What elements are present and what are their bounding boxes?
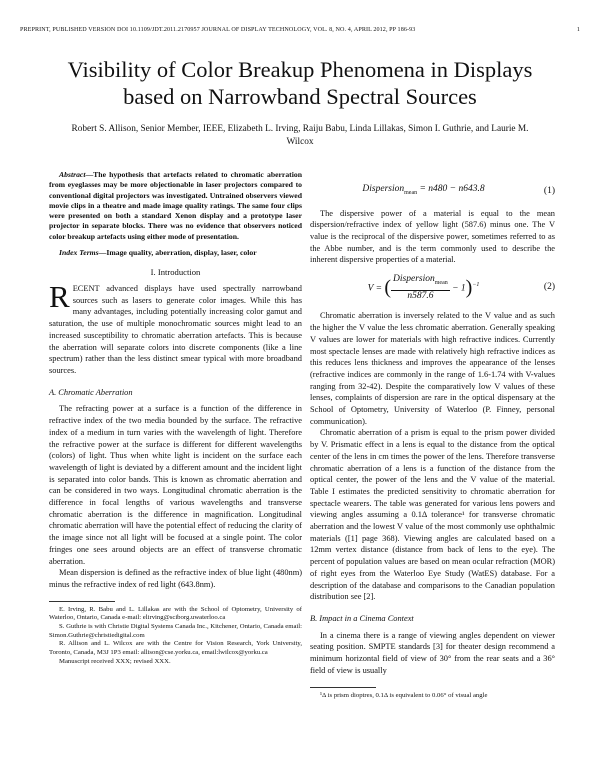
paper-title: Visibility of Color Breakup Phenomena in Displays based on Narrowband Spectral Sources: [67, 57, 533, 109]
v-value-paragraph: Chromatic aberration is inversely related to the V value and as such the higher the V value the less chromatic aberration. Generally speaking V values are lower for materials with high refractive indices. Currently most spectacle lenses are made with relatively high refractive indices as this reduces lens thickness and improves the appearance of the lenses (refractive indices are commonly in the range of 1.6-1.74 with V-values ranging from 32-42). Despite the comparatively low V values of these lenses, complaints of dispersion are rare in the optical dispensary at the School of Optometry, University of Waterloo (P. Finney, personal communication).: [310, 311, 555, 426]
eq1-subscript: mean: [404, 189, 418, 196]
eq2-exponent: −1: [472, 282, 480, 289]
dispersive-power-paragraph: The dispersive power of a material is equal to the mean dispersion/refractive index of yellow light (587.6) minus one. The V value is the reciprocal of the dispersive power, sometimes referred to as the Abbe number, and is the term commonly used to describe the inherent dispersive properties of a material.: [310, 208, 555, 265]
footnote-prism-dioptres: ¹Δ is prism dioptres, 0.1Δ is equivalent to 0.06° of visual angle: [320, 691, 488, 699]
abstract: [49, 170, 302, 242]
running-head-text: PREPRINT, PUBLISHED VERSION DOI 10.1109/JDT.2011.2170957 JOURNAL OF DISPLAY TECHNOLOGY, VOL. 8, NO. 4, APRIL 2012, PP 186-93: [20, 27, 416, 33]
footnote-rule-right: [310, 687, 376, 688]
eq1-number: (1): [543, 185, 555, 196]
index-terms-label: Index Terms: [59, 248, 99, 258]
cinema-paragraph: In a cinema there is a range of viewing angles dependent on viewer seating position. SMPTE standards [3] for theater design recommend a minimum horizontal field of view of 30° from the rear seats and a 36° field of view is usually: [310, 630, 555, 675]
abstract-text: —The hypothesis that artefacts related to chromatic aberration from eyeglasses may be more objectionable in laser projectors compared to conventional digital projectors was investigated. Untrained observers viewed movie clips in a theatre and made image quality ratings. The same four clips were presented on both a standard Xenon display and a prototype laser projector in separate blocks. There was no evidence that observers noticed color breakup artefacts using either mode of presentation.: [49, 170, 302, 241]
eq1-rhs: = n480 − n643.8: [419, 184, 485, 194]
chromatic-aberration-paragraph-1: The refracting power at a surface is a function of the difference in refractive index of the two media bounded by the surface. The refractive index of a medium in turn varies with the wavelength of light. Therefore the refractive power at the surface is different for different wavelengths (colors) of light. Thus when white light is incident on the surface each wavelength of light is deviated by a different amount and the incident light is separated into color bands. This is known as chromatic aberration and can be considered in two ways. Longitudinal chromatic aberration is the difference in focal lengths of various wavelengths and transverse chromatic aberration is the difference in magnification. Longitudinal chromatic aberration will have the potential effect of reducing the clarity of the image since not all light will be focused at a single point. The color fringes one sees around objects are an effect of transverse chromatic aberration.: [49, 404, 302, 566]
eq2-tail: − 1: [452, 283, 466, 294]
footnote-affiliation-york: R. Allison and L. Wilcox are with the Centre for Vision Research, York University, Toronto, Canada, M3J 1P3 email: allison@cse.yorku.ca, email:lwilcox@yorku.ca: [49, 640, 302, 657]
subsection-heading-chromatic-aberration: A. Chromatic Aberration: [49, 387, 133, 397]
equation-2: V = ( $\frac{Dispersion_{mean}}{n587.6}$ − 1)$^{-1}$ (2): [367, 274, 555, 301]
index-terms-text: —Image quality, aberration, display, laser, color: [98, 248, 257, 258]
intro-first-word: ECENT: [72, 284, 100, 294]
section-heading-introduction: I. Introduction: [150, 267, 201, 278]
right-column: [310, 170, 555, 700]
footnote-manuscript: Manuscript received XXX; revised XXX.: [59, 657, 171, 665]
page-number: 1: [576, 27, 580, 33]
eq1-lhs: Dispersion: [362, 184, 405, 194]
equation-1: [310, 184, 555, 200]
chromatic-aberration-paragraph-2: Mean dispersion is defined as the refractive index of blue light (480nm) minus the refractive index of red light (643.8nm).: [49, 568, 302, 589]
footnote-affiliation-waterloo: E. Irving, R. Babu and L. Lillakas are with the School of Optometry, University of Waterloo, Ontario, Canada e-mail: elirving@sciborg.uwaterloo.ca: [49, 605, 302, 622]
subsection-heading-cinema: B. Impact in a Cinema Context: [310, 613, 414, 623]
eq2-lhs: V =: [367, 283, 382, 294]
footnote-affiliation-christie: S. Guthrie is with Christie Digital Systems Canada Inc., Kitchener, Ontario, Canada email: Simon.Guthrie@christiedigital.com: [49, 623, 302, 639]
eq2-numerator: Dispersion: [393, 274, 435, 285]
footnote-rule: [49, 601, 115, 602]
index-terms: [49, 248, 302, 258]
eq2-denominator: n587.6: [407, 290, 434, 301]
author-list: Robert S. Allison, Senior Member, IEEE, Elizabeth L. Irving, Raiju Babu, Linda Lillakas, Simon I. Guthrie, and Laurie M. Wilcox: [71, 124, 529, 147]
left-column: [49, 170, 302, 667]
eq2-number: (2): [543, 282, 555, 293]
running-header: [20, 27, 580, 33]
eq2-numerator-sub: mean: [434, 280, 448, 286]
intro-text: advanced displays have used spectrally narrowband sources such as lasers to generate color images. While this has many advantages, including potentially increasing color gamut and saturation, the use of multiple monochromatic sources might lead to an increased susceptibility to chromatic aberration artefacts. This is because the aberration will separate colors into discrete components (like a line spectrum) rather than the less distinct smear typical with more broadband sources.: [49, 284, 302, 375]
abstract-label: Abstract: [59, 170, 86, 179]
intro-paragraph: [49, 279, 302, 377]
prism-paragraph: Chromatic aberration of a prism is equal to the prism power divided by V. Prismatic effect in a lens is equal to the distance from the optical center of the lens in cm times the power of the lens. Therefore transverse chromatic aberration of a lens is a function of the distance from the optical center, the power of the lens and the V value of the material. Table I estimates the predicted sensitivity to chromatic aberration for spectacle wearers. The table was generated for various lens powers and viewing angles assuming a 0.1Δ tolerance¹ for transverse chromatic aberration and the lowest V value of the most commonly use ophthalmic materials ([1] page 368). Viewing angles are calculated based on a 12mm vertex distance (distance from back of lens to the eye). The percent of population values are based on mean ocular refraction (MOR) of right eyes from the Waterloo Eye Study (WatES) database. For a description of the database and comparisons to the Canadian population distribution see [2].: [310, 428, 555, 602]
drop-cap: R: [49, 279, 70, 315]
